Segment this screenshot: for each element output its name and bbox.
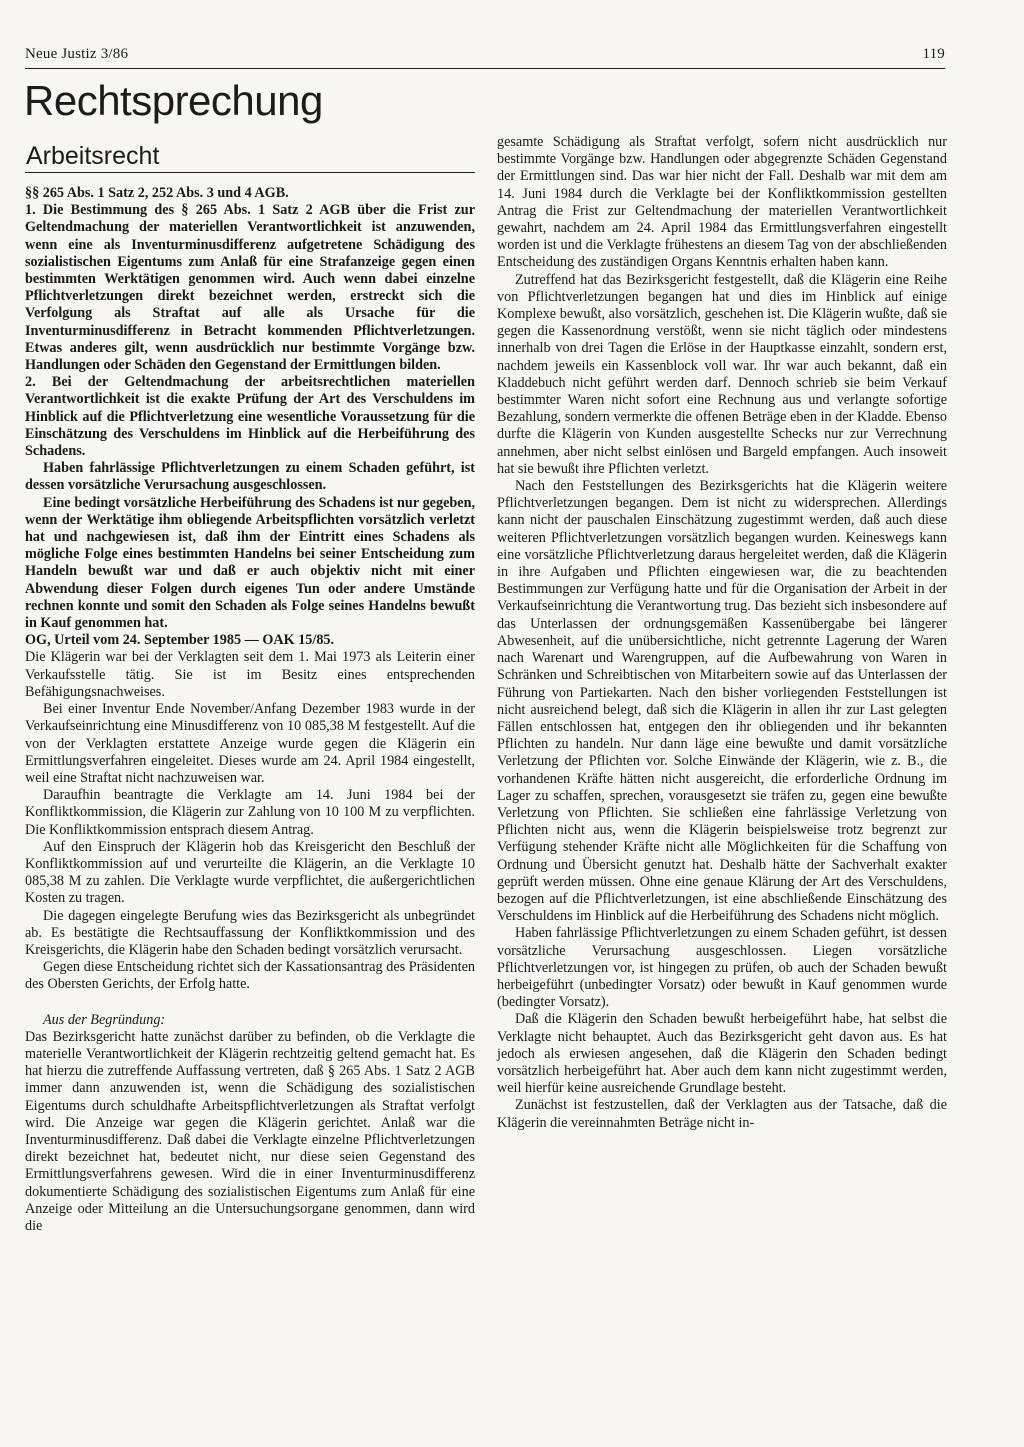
facts-paragraph: Die Klägerin war bei der Verklagten seit dem 1. Mai 1973 als Leiterin einer Verkaufsstelle tätig. Sie ist im Besitz eines entsprechenden Befähigungsnachweises. [25,649,475,700]
left-column [25,185,475,1235]
reasons-paragraph: Das Bezirksgericht hatte zunächst darüber zu befinden, ob die Verklagte die materielle Verantwortlichkeit der Klägerin rechtzeitig geltend gemacht hat. Es hat hierzu die zutreffende Auffassung vertreten, daß § 265 Abs. 1 Satz 2 AGB immer dann anzuwenden ist, wenn die Schädigung des sozialistischen Eigentums durch schuldhafte Arbeitspflichtverletzungen als Straftat verfolgt wird. Die Anzeige war gegen die Klägerin gerichtet. Anlaß war die Inventurminusdifferenz. Daß dabei die Verklagte einzelne Pflichtverletzungen direkt bezeichnet hat, bedeutet nicht, nur diese seien Gegenstand des Ermittlungsverfahrens gewesen. Wird die in einer Inventurminusdifferenz dokumentierte Schädigung des sozialistischen Eigentums zum Anlaß für eine Anzeige oder Mitteilung an die Untersuchungsorgane genommen, dann wird die [25,1028,475,1234]
headnote-paragraph-1: 1. Die Bestimmung des § 265 Abs. 1 Satz 2 AGB über die Frist zur Geltendmachung der materiellen Verantwortlichkeit ist anzuwenden, wenn eine als Inventurminusdifferenz aufgetretene Schädigung des sozialistischen Eigentums zum Anlaß für eine Strafanzeige gegen einen bestimmten Werktätigen genommen wird. Auch wenn dabei einzelne Pflichtverletzungen direkt bezeichnet werden, erstreckt sich die Verfolgung als Straftat auf alle als Ursache für die Inventurminusdifferenz in Betracht kommenden Pflichtverletzungen. Etwas anderes gilt, wenn ausdrücklich nur bestimmte Vorgänge bzw. Handlungen oder Schäden den Gegenstand der Ermittlungen bilden. [25,202,475,374]
headnote-norms: §§ 265 Abs. 1 Satz 2, 252 Abs. 3 und 4 AGB. [25,185,289,201]
right-column [497,134,947,1132]
facts-paragraph: Daraufhin beantragte die Verklagte am 14. Juni 1984 bei der Konfliktkommission, die Klägerin zur Zahlung von 10 100 M zu verpflichten. Die Konfliktkommission entsprach diesem Antrag. [25,787,475,838]
headnote-paragraph-3: Haben fahrlässige Pflichtverletzungen zu einem Schaden geführt, ist dessen vorsätzliche Verursachung ausgeschlossen. [25,460,475,494]
page-number: 119 [922,46,945,62]
headnote [25,185,475,649]
facts-paragraph: Auf den Einspruch der Klägerin hob das Kreisgericht den Beschluß der Konfliktkommission auf und verurteilte die Klägerin, an die Verklagte 10 085,38 M zu zahlen. Die Verklagte wurde verpflichtet, die außergerichtlichen Kosten zu tragen. [25,838,475,907]
headnote-paragraph-2: 2. Bei der Geltendmachung der arbeitsrechtlichen materiellen Verantwortlichkeit ist die exakte Prüfung der Art des Verschuldens im Hinblick auf die Pflichtverletzung eine wesentliche Voraussetzung für die Einschätzung des Verschuldens im Hinblick auf die Herbeiführung des Schadens. [25,374,475,460]
reasons-paragraph: Zutreffend hat das Bezirksgericht festgestellt, daß die Klägerin eine Reihe von Pflichtverletzungen begangen hat und dies im Hinblick auf einige Komplexe bewußt, also vorsätzlich, geschehen ist. Die Klägerin wußte, daß sie gegen die Kassenordnung verstößt, wenn sie nicht täglich oder mindestens innerhalb von drei Tagen die Erlöse in der Hauptkasse einzahlt, sondern erst, nachdem jeweils ein Kassenblock voll war. Ihr war auch bekannt, daß ein Kladdebuch nicht geführt werden darf. Dennoch schrieb sie beim Verkauf bestimmter Waren nicht sofort eine Rechnung aus und verlangte sofortige Bezahlung, sondern vermerkte die offenen Beträge eben in der Kladde. Ebenso durfte die Klägerin von Kunden ausgestellte Schecks nur zur Verrechnung annehmen, aber nicht selbst einlösen und Bargeld empfangen. Auch insoweit hat sie bewußt ihre Pflichten verletzt. [497,271,947,477]
facts-paragraph: Gegen diese Entscheidung richtet sich der Kassationsantrag des Präsidenten des Obersten Gerichts, der Erfolg hatte. [25,959,475,993]
reasons-paragraph: gesamte Schädigung als Straftat verfolgt, sofern nicht ausdrücklich nur bestimmte Vorgänge bzw. Handlungen oder abgegrenzte Schäden Gegenstand der Ermittlungen sind. Das war hier nicht der Fall. Deshalb war mit dem am 14. Juni 1984 durch die Verklagte bei der Konfliktkommission gestellten Antrag die Frist zur Geltendmachung der materiellen Verantwortlichkeit gewahrt, nachdem am 24. April 1984 das Ermittlungsverfahren eingestellt worden ist und die Verklagte frühestens an diesem Tag von der abschließenden Entscheidung des zuständigen Organs Kenntnis erhalten haben kann. [497,134,947,271]
reasons-heading: Aus der Begründung: [43,1011,166,1028]
section-title: Rechtsprechung [24,77,323,124]
subsection-title: Arbeitsrecht [26,142,160,170]
reasons-paragraph: Zunächst ist festzustellen, daß der Verklagten aus der Tatsache, daß die Klägerin die vereinnahmten Beträge nicht in- [497,1097,947,1131]
journal-issue: Neue Justiz 3/86 [25,46,129,62]
header-rule [25,68,945,69]
decision-citation: OG, Urteil vom 24. September 1985 — OAK 15/85. [25,632,335,649]
facts-paragraph: Die dagegen eingelegte Berufung wies das Bezirksgericht als unbegründet ab. Es bestätigte die Rechtsauffassung der Konfliktkommission und des Kreisgerichts, die Klägerin habe den Schaden bedingt vorsätzlich verursacht. [25,907,475,958]
facts-paragraph: Bei einer Inventur Ende November/Anfang Dezember 1983 wurde in der Verkaufseinrichtung eine Minusdifferenz von 10 085,38 M festgestellt. Auf die von der Verklagten erstattete Anzeige wurde gegen die Klägerin ein Ermittlungsverfahren eingeleitet. Dieses wurde am 24. April 1984 eingestellt, weil eine Straftat nicht nachzuweisen war. [25,701,475,786]
reasons-paragraph: Nach den Feststellungen des Bezirksgerichts hat die Klägerin weitere Pflichtverletzungen begangen. Dem ist nicht zu widersprechen. Allerdings kann nicht der pauschalen Einschätzung zugestimmt werden, daß auch diese weiteren Pflichtverletzungen vorsätzlich begangen wurden. Keineswegs kann eine vorsätzliche Pflichtverletzung daraus hergeleitet werden, daß die Klägerin in ihre Aufgaben und Pflichten eingewiesen war, die zu beachtenden Bestimmungen zur Verfügung hatte und für die Organisation der Arbeit in der Verkaufseinrichtung die Verantwortung trug. Das bezieht sich insbesondere auf das Unterlassen der ordnungsgemäßen Kassenübergabe bei längerer Abwesenheit, auf die unübersichtliche, nicht getrennte Lagerung der Waren nach Warenart und Warengruppen, auf die Aufbewahrung von Waren in Schränken und Schreibtischen von Mitarbeitern sowie auf das Unterlassen der Führung von Partiekarten. Nach den bisher vorliegenden Feststellungen ist nicht ausreichend belegt, daß sich die Klägerin in allen ihr zur Last gelegten Fällen entschlossen hat, entgegen den ihr obliegenden und ihr bekannten Pflichten zu handeln. Nur dann läge eine bewußte und damit vorsätzliche Verletzung der Pflichten vor. Solche Einwände der Klägerin, wie z. B., die vorhandenen Kräfte hätten nicht ausgereicht, die erforderliche Ordnung im Lager zu schaffen, sprechen, vorausgesetzt sie träfen zu, gegen eine bewußte Verletzung von Pflichten. Sie schließen eine fahrlässige Verletzung von Pflichten nicht aus, wenn die Klägerin beispielsweise trotz begrenzt zur Verfügung stehender Kräfte nicht alle Möglichkeiten für die Schaffung von Ordnung und Übersicht genutzt hat. Deshalb hätte der Sachverhalt exakter geprüft werden müssen. Ohne eine genaue Klärung der Art des Verschuldens, bezogen auf die Pflichtverletzungen, ist eine abschließende Einschätzung des Verschuldens im Hinblick auf die Herbeiführung des Schadens nicht möglich. [497,478,947,925]
reasons-paragraph: Daß die Klägerin den Schaden bewußt herbeigeführt habe, hat selbst die Verklagte nicht behauptet. Auch das Bezirksgericht geht davon aus. Es hat jedoch als erwiesen angesehen, daß die Klägerin den Schaden bedingt vorsätzlich herbeigeführt hat. Aber auch dem kann nicht zugestimmt werden, weil hierfür keine ausreichende Grundlage besteht. [497,1011,947,1097]
spacer [25,994,475,1012]
reasons-paragraph: Haben fahrlässige Pflichtverletzungen zu einem Schaden geführt, ist dessen vorsätzliche Verursachung ausgeschlossen. Liegen vorsätzliche Pflichtverletzungen vor, ist hingegen zu prüfen, ob auch der Schaden bewußt herbeigeführt (unbedingter Vorsatz) oder bewußt in Kauf genommen wurde (bedingter Vorsatz). [497,925,947,1011]
subsection-rule [25,172,475,173]
running-header [25,46,945,68]
facts-section [25,649,475,1235]
headnote-paragraph-4: Eine bedingt vorsätzliche Herbeiführung des Schadens ist nur gegeben, wenn der Werktätige ihm obliegende Arbeitspflichten vorsätzlich verletzt hat und nachgewiesen ist, daß ihm der Eintritt eines Schadens als mögliche Folge eines bestimmten Handelns bei seiner Entscheidung zum Handeln bewußt war und daß er auch objektiv nicht mit einer Abwendung dieser Folgen durch eigenes Tun oder andere Umstände rechnen konnte und somit den Schaden als Folge seines Handelns bewußt in Kauf genommen hat. [25,494,475,632]
